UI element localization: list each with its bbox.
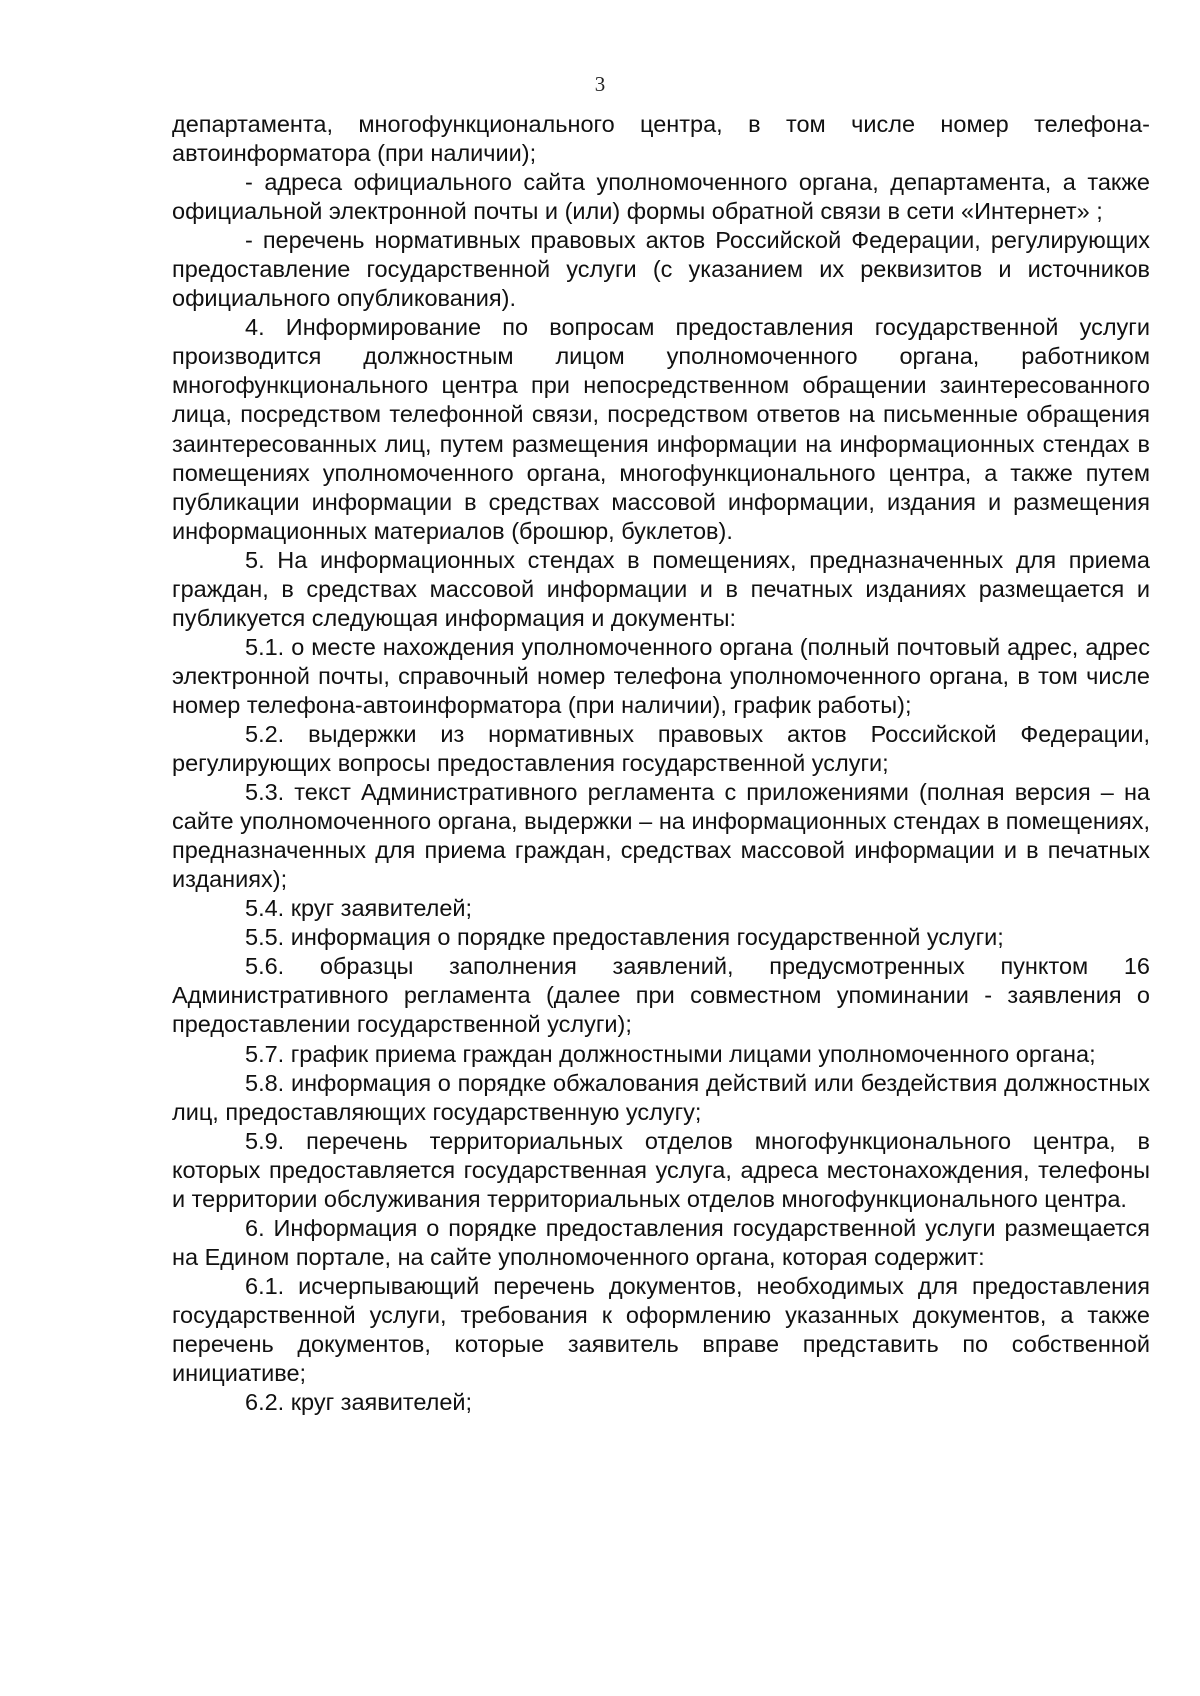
paragraph: 5.5. информация о порядке предоставления государственной услуги; [245, 924, 1004, 951]
paragraph: 5.8. информация о порядке обжалования действий или бездействия должностных лиц, предоставляющих государственную услугу; [172, 1069, 1150, 1125]
paragraph: 5.1. о месте нахождения уполномоченного органа (полный почтовый адрес, адрес электронной почты, справочный номер телефона уполномоченного органа, в том числе номер телефона-автоинформатора (при наличии), график работы); [172, 633, 1150, 718]
paragraph: - адреса официального сайта уполномоченного органа, департамента, а также официальной электронной почты и (или) формы обратной связи в сети «Интернет» ; [172, 169, 1150, 225]
document-body [172, 110, 1150, 1417]
paragraph: 6.1. исчерпывающий перечень документов, необходимых для предоставления государственной услуги, требования к оформлению указанных документов, а также перечень документов, которые заявитель вправе представить по собственной инициативе; [172, 1272, 1150, 1387]
paragraph: 6.2. круг заявителей; [245, 1389, 473, 1416]
paragraph: 5.9. перечень территориальных отделов многофункционального центра, в которых предоставляется государственная услуга, адреса местонахождения, телефоны и территории обслуживания территориальных отделов многофункционального центра. [172, 1127, 1150, 1212]
paragraph: - перечень нормативных правовых актов Российской Федерации, регулирующих предоставление государственной услуги (с указанием их реквизитов и источников официального опубликования). [172, 227, 1150, 312]
paragraph: 5. На информационных стендах в помещениях, предназначенных для приема граждан, в средствах массовой информации и в печатных изданиях размещается и публикуется следующая информация и документы: [172, 546, 1150, 631]
paragraph: департамента, многофункционального центра, в том числе номер телефона-автоинформатора (при наличии); [172, 111, 1150, 167]
paragraph: 5.4. круг заявителей; [245, 895, 473, 922]
paragraph: 4. Информирование по вопросам предоставления государственной услуги производится должностным лицом уполномоченного органа, работником многофункционального центра при непосредственном обращении заинтересованного лица, посредством телефонной связи, посредством ответов на письменные обращения заинтересованных лиц, путем размещения информации на информационных стендах в помещениях уполномоченного органа, многофункционального центра, а также путем публикации информации в средствах массовой информации, издания и размещения информационных материалов (брошюр, буклетов). [172, 314, 1150, 544]
paragraph: 5.7. график приема граждан должностными лицами уполномоченного органа; [245, 1040, 1096, 1067]
page-number: 3 [594, 72, 606, 96]
paragraph: 5.3. текст Административного регламента с приложениями (полная версия – на сайте уполномоченного органа, выдержки – на информационных стендах в помещениях, предназначенных для приема граждан, средствах массовой информации и в печатных изданиях); [172, 779, 1150, 893]
paragraph: 6. Информация о порядке предоставления государственной услуги размещается на Едином портале, на сайте уполномоченного органа, которая содержит: [172, 1214, 1150, 1270]
paragraph: 5.6. образцы заполнения заявлений, предусмотренных пунктом 16 Административного регламента (далее при совместном упоминании - заявления о предоставлении государственной услуги); [172, 953, 1150, 1038]
paragraph: 5.2. выдержки из нормативных правовых актов Российской Федерации, регулирующих вопросы предоставления государственной услуги; [172, 720, 1150, 777]
